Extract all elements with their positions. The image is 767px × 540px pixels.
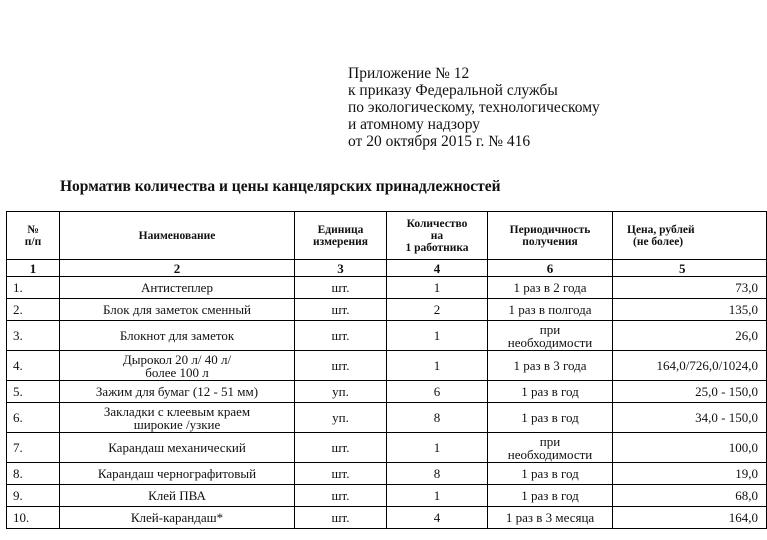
- item-name-line: Клей-карандаш*: [130, 510, 224, 525]
- table-row: [7, 381, 767, 403]
- row-number: 1.: [7, 277, 60, 299]
- item-name-line: Карандаш механический: [108, 440, 246, 455]
- max-price: 100,0: [613, 433, 767, 463]
- frequency-line: необходимости: [507, 446, 593, 462]
- unit-of-measure: шт.: [295, 321, 387, 351]
- frequency-line: 1 раз в 2 года: [513, 280, 587, 295]
- unit-of-measure: шт.: [295, 463, 387, 485]
- item-name: [60, 485, 295, 507]
- item-name: [60, 433, 295, 463]
- row-number: 10.: [7, 507, 60, 529]
- appendix-header: [348, 66, 720, 151]
- frequency: [488, 351, 613, 381]
- unit-of-measure: шт.: [295, 433, 387, 463]
- max-price: 19,0: [613, 463, 767, 485]
- quantity: 1: [387, 485, 488, 507]
- quantity: 6: [387, 381, 488, 403]
- item-name: [60, 277, 295, 299]
- row-number: 3.: [7, 321, 60, 351]
- frequency-line: при: [539, 433, 561, 449]
- column-number: 3: [295, 260, 387, 277]
- frequency-line: 1 раз в год: [521, 410, 579, 425]
- max-price: 164,0/726,0/1024,0: [613, 351, 767, 381]
- quantity: 2: [387, 299, 488, 321]
- quantity: 1: [387, 321, 488, 351]
- frequency-line: 1 раз в год: [521, 488, 579, 503]
- document-title: Норматив количества и цены канцелярских принадлежностей: [60, 178, 501, 195]
- item-name: [60, 321, 295, 351]
- item-name: [60, 463, 295, 485]
- frequency-line: при: [539, 321, 561, 337]
- column-number: 5: [613, 260, 767, 277]
- frequency-line: необходимости: [507, 334, 593, 350]
- frequency-line: 1 раз в год: [521, 384, 579, 399]
- column-header-unit: Единица измерения: [295, 212, 387, 260]
- item-name: [60, 381, 295, 403]
- unit-of-measure: шт.: [295, 277, 387, 299]
- column-number: 6: [488, 260, 613, 277]
- max-price: 135,0: [613, 299, 767, 321]
- frequency: [488, 433, 613, 463]
- quantity: 4: [387, 507, 488, 529]
- row-number: 9.: [7, 485, 60, 507]
- row-number: 4.: [7, 351, 60, 381]
- item-name-line: Блокнот для заметок: [119, 328, 235, 343]
- header-line: к приказу Федеральной службы: [348, 82, 558, 99]
- row-number: 7.: [7, 433, 60, 463]
- column-number: 4: [387, 260, 488, 277]
- item-name-line: Дырокол 20 л/ 40 л/: [122, 351, 232, 367]
- item-name-line: Антистеплер: [141, 280, 213, 295]
- item-name-line: более 100 л: [145, 364, 209, 380]
- item-name-line: Клей ПВА: [148, 488, 206, 503]
- table-body: [7, 277, 767, 529]
- quantity: 1: [387, 351, 488, 381]
- quantity: 1: [387, 433, 488, 463]
- item-name-line: Зажим для бумаг (12 - 51 мм): [95, 384, 259, 399]
- frequency: [488, 485, 613, 507]
- table-row: [7, 277, 767, 299]
- column-header-quantity: Количество на 1 работника: [387, 212, 488, 260]
- frequency-line: 1 раз в 3 месяца: [505, 510, 595, 525]
- max-price: 164,0: [613, 507, 767, 529]
- item-name-line: Закладки с клеевым краем: [103, 403, 251, 419]
- row-number: 2.: [7, 299, 60, 321]
- unit-of-measure: шт.: [295, 507, 387, 529]
- frequency: [488, 507, 613, 529]
- table-row: [7, 321, 767, 351]
- column-header-num: № п/п: [7, 212, 60, 260]
- table-header-row: [7, 212, 767, 260]
- frequency-line: 1 раз в полгода: [508, 302, 592, 317]
- unit-of-measure: уп.: [295, 381, 387, 403]
- table-row: [7, 485, 767, 507]
- item-name: [60, 351, 295, 381]
- unit-of-measure: уп.: [295, 403, 387, 433]
- column-header-period: Периодичность получения: [488, 212, 613, 260]
- column-header-price: Цена, рублей (не более): [613, 212, 767, 260]
- frequency: [488, 321, 613, 351]
- unit-of-measure: шт.: [295, 485, 387, 507]
- column-header-name: Наименование: [60, 212, 295, 260]
- row-number: 6.: [7, 403, 60, 433]
- column-number: 1: [7, 260, 60, 277]
- frequency-line: 1 раз в год: [521, 466, 579, 481]
- quantity: 8: [387, 403, 488, 433]
- item-name: [60, 507, 295, 529]
- frequency: [488, 277, 613, 299]
- header-line: Приложение № 12: [348, 65, 470, 82]
- table-row: [7, 433, 767, 463]
- frequency: [488, 299, 613, 321]
- unit-of-measure: шт.: [295, 351, 387, 381]
- stationery-norms-table: [6, 211, 767, 529]
- max-price: 25,0 - 150,0: [613, 381, 767, 403]
- max-price: 73,0: [613, 277, 767, 299]
- quantity: 8: [387, 463, 488, 485]
- quantity: 1: [387, 277, 488, 299]
- frequency: [488, 403, 613, 433]
- row-number: 5.: [7, 381, 60, 403]
- item-name-line: Карандаш чернографитовый: [97, 466, 257, 481]
- frequency: [488, 463, 613, 485]
- table-row: [7, 403, 767, 433]
- frequency: [488, 381, 613, 403]
- item-name-line: Блок для заметок сменный: [102, 302, 252, 317]
- table-row: [7, 351, 767, 381]
- max-price: 34,0 - 150,0: [613, 403, 767, 433]
- unit-of-measure: шт.: [295, 299, 387, 321]
- header-line: и атомному надзору: [348, 116, 480, 133]
- item-name: [60, 299, 295, 321]
- table-row: [7, 463, 767, 485]
- header-line: от 20 октября 2015 г. № 416: [348, 133, 531, 150]
- row-number: 8.: [7, 463, 60, 485]
- column-numbers-row: [7, 260, 767, 277]
- max-price: 68,0: [613, 485, 767, 507]
- header-line: по экологическому, технологическому: [348, 99, 600, 116]
- item-name-line: широкие /узкие: [133, 416, 221, 432]
- frequency-line: 1 раз в 3 года: [513, 358, 587, 373]
- table-row: [7, 507, 767, 529]
- table-row: [7, 299, 767, 321]
- max-price: 26,0: [613, 321, 767, 351]
- column-number: 2: [60, 260, 295, 277]
- item-name: [60, 403, 295, 433]
